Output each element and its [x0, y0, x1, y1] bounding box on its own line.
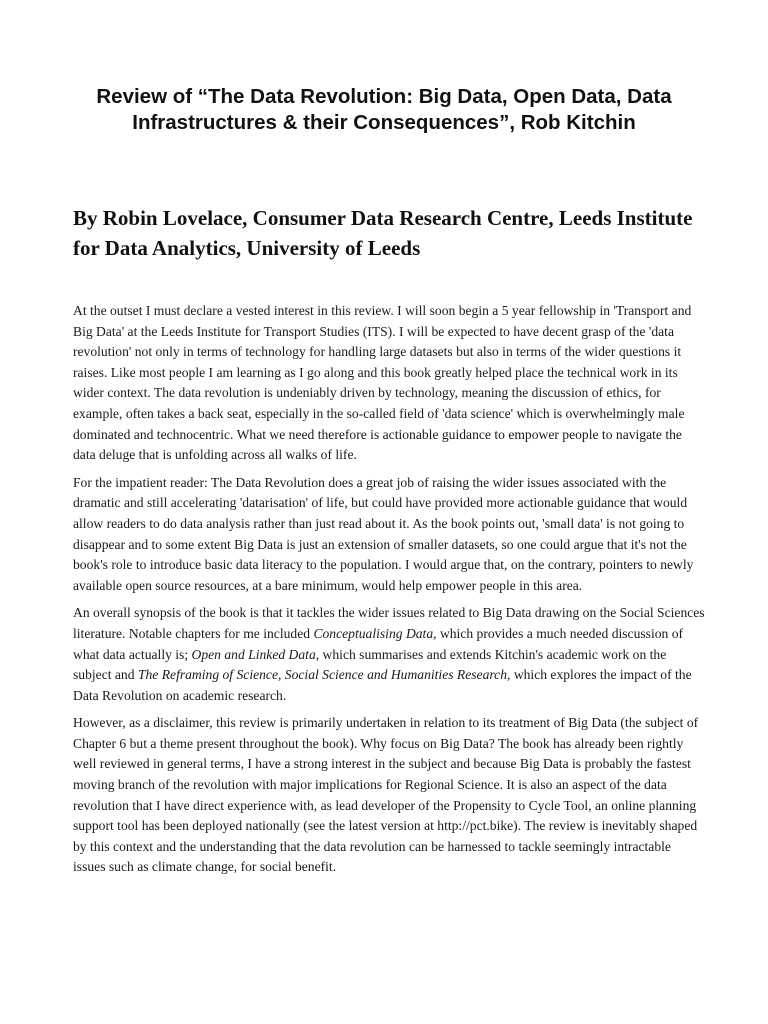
chapter-title-open-linked-data: Open and Linked Data: [191, 646, 316, 662]
author-byline: By Robin Lovelace, Consumer Data Research Centre, Leeds Institute for Data Analytics, University of Leeds: [73, 206, 693, 260]
body-paragraph-1: At the outset I must declare a vested interest in this review. I will soon begin a 5 year fellowship in 'Transport and Big Data' at the Leeds Institute for Transport Studies (ITS). I will be expected to have decent grasp of the 'data revolution' not only in terms of technology for handling large datasets but also in terms of the wider questions it raises. Like most people I am learning as I go along and this book greatly helped place the technical work in its wider context. The data revolution is undeniably driven by technology, meaning the discussion of ethics, for example, often takes a back seat, especially in the so-called field of 'data science' which is overwhelmingly male dominated and technocentric. What we need therefore is actionable guidance to empower people to navigate the data deluge that is unfolding across all walks of life.: [73, 303, 692, 463]
chapter-title-conceptualising-data: Conceptualising Data: [313, 625, 434, 641]
paragraph-3-text-4: , which explores the impact of the Data Revolution on academic research.: [73, 667, 692, 703]
paragraph-3-text-2: , which provides a much needed discussion of what data actually is;: [73, 625, 684, 662]
paragraph-3-text-1: An overall synopsis of the book is that it tackles the wider issues related to Big Data drawing on the Social Sciences literature. Notable chapters for me included: [73, 605, 705, 641]
document-title: Review of “The Data Revolution: Big Data, Open Data, Data Infrastructures & their Consequences”, Rob Kitchin: [96, 85, 672, 134]
body-paragraph-4: However, as a disclaimer, this review is primarily undertaken in relation to its treatment of Big Data (the subject of Chapter 6 but a theme present throughout the book). Why focus on Big Data? The book has already been rightly well reviewed in general terms, I have a strong interest in the subject and because Big Data is probably the fastest moving branch of the revolution with major implications for Regional Science. It is also an aspect of the data revolution that I have direct experience with, as lead developer of the Propensity to Cycle Tool, an online planning support tool has been deployed nationally (see the latest version at http://pct.bike). The review is inevitably shaped by this context and the understanding that the data revolution can be harnessed to tackle seemingly intractable issues such as climate change, for social benefit.: [73, 715, 699, 875]
body-paragraph-2: For the impatient reader: The Data Revolution does a great job of raising the wider issues associated with the dramatic and still accelerating 'datarisation' of life, but could have provided more actionable guidance that would allow readers to do data analysis rather than just read about it. As the book points out, 'small data' is not going to disappear and to some extent Big Data is just an extension of smaller datasets, so one could argue that it's not the book's role to introduce basic data literacy to the population. I would argue that, on the contrary, pointers to newly available open source resources, at a bare minimum, would help empower people in this area.: [73, 474, 694, 593]
paragraph-3-text-3: , which summarises and extends Kitchin's academic work on the subject and: [73, 646, 667, 683]
document-body: [73, 301, 705, 885]
body-paragraph-3: [73, 603, 705, 706]
chapter-title-reframing-science: The Reframing of Science, Social Science and Humanities Research: [137, 667, 508, 683]
